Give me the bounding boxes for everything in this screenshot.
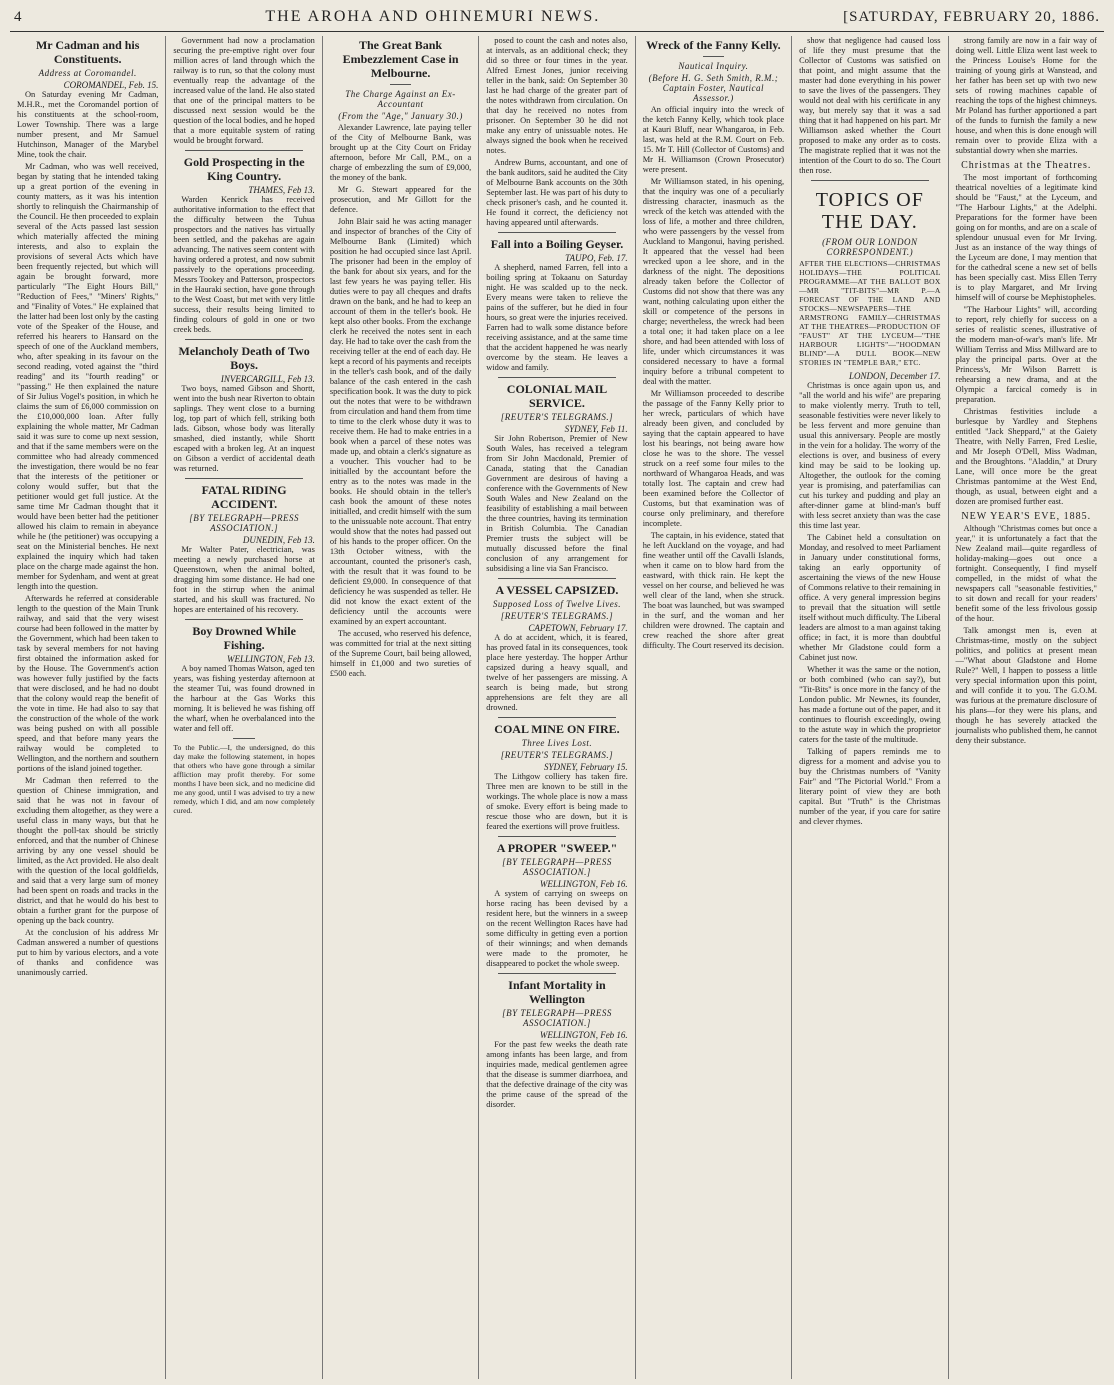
article-paragraph: For the past few weeks the death rate among infants has been large, and from inquiries made, medical gentlemen agree that the disease is summer diarrhoea, and that the defective drainage of the city was the prime cause of the spread of the disorder. — [486, 1040, 628, 1109]
article-paragraph: Christmas festivities include a burlesque by Yardley and Stephens entitled "Jack Sheppard," at the Gaiety Theatre, with Nelly Farren, Fred Leslie, and Mr Joseph O'Dell, Miss Wadman, and the Broughtons. "Aladdin," at Drury Lane, will once more be the great Christmas pantomime at the West End, though, as usual, between eight and a dozen are promised further east. — [955, 407, 1097, 506]
article-paragraph: The captain, in his evidence, stated that he left Auckland on the voyage, and had fine weather until off the Cavalli Islands, when it came on to blow hard from the eastward, with thick rain. He kept the vessel on her course, and believed he was well clear of the land, when she struck. The boat was launched, but was swamped in the surf, and the woman and her children were drowned. The captain and crew reached the shore after great difficulty. The Court reserved its decision. — [642, 531, 785, 650]
article-headline: A PROPER "SWEEP." — [496, 841, 618, 855]
divider — [185, 619, 302, 620]
article-headline: Melancholy Death of Two Boys. — [178, 344, 310, 372]
divider — [185, 339, 302, 340]
column-2 — [166, 36, 322, 1379]
divider — [703, 56, 724, 57]
article-dateline: WELLINGTON, Feb 16. — [539, 1030, 628, 1040]
divider — [498, 973, 615, 974]
article-paragraph: Mr G. Stewart appeared for the prosecution, and Mr Gillott for the defence. — [329, 185, 472, 214]
article-headline: A VESSEL CAPSIZED. — [495, 583, 619, 597]
article-headline: Boy Drowned While Fishing. — [192, 624, 296, 652]
article-source: (From the "Age," January 30.) — [338, 111, 463, 121]
article-dateline: THAMES, Feb 13. — [248, 185, 315, 195]
article-subhead: Supposed Loss of Twelve Lives. — [492, 599, 622, 609]
column-5 — [636, 36, 792, 1379]
advertisement: To the Public.—I, the undersigned, do this day make the following statement, in hopes that others who have gone through a similar affliction may profit thereby. For some months I have been sick, and no medicine did me any good, until I was advised to try a new remedy, which I did, and am now completely cured. — [173, 743, 315, 815]
article-dateline: INVERCARGILL, Feb 13. — [220, 374, 315, 384]
article-paragraph: Mr Williamson stated, in his opening, that the inquiry was one of a peculiarly distressing character, inasmuch as the wreck of the ketch was attended with the loss of life, a mother and three children, who were passengers by the vessel from Auckland to Mangonui, having perished. It appeared that the vessel had been wrecked upon a lee shore, and in the darkness of the night. The depositions already taken before the Collector of Customs did not show that there was any want, nothing calculating upon either the skill or competence of the persons in charge; nevertheless, the wreck had been a total one; it had taken place on a lee shore, and had been attended with loss of life, under which circumstances it was considered necessary to have a formal inquiry before a tribunal competent to deal with the matter. — [642, 177, 785, 386]
article-paragraph: Alexander Lawrence, late paying teller of the City of Melbourne Bank, was brought up at the City Court on Friday afternoon, before Mr Call, P.M., on a charge of embezzling the sum of £9,000, the money of the bank. — [329, 123, 472, 182]
divider — [233, 738, 254, 739]
article-headline: Infant Mortality in Wellington — [508, 978, 606, 1006]
divider — [498, 232, 615, 233]
article-paragraph: A shepherd, named Farren, fell into a boiling spring at Tokaanu on Saturday night. He was scalded up to the neck. Every means were taken to relieve the pains of the sufferer, but he died in four hours, so great were the injuries received. Farren had to walk some distance before receiving assistance, and at the same time that the accident happened he was nearly overcome by the steam. He leaves a widow and family. — [486, 263, 628, 372]
article-paragraph: Mr Cadman then referred to the question of Chinese immigration, and said that he was not in favour of excluding them altogether, as they were a useful class in many ways, but that he thought the poll-tax should be strictly enforced, and that the number of Chinese arriving by any one vessel should be limited, as the Act provided. He also dealt with the question of the local goldfields, and said that a very large sum of money had been spent on roads and tracks in the district, and that he would do his best to obtain a further grant for the purpose of opening up the back country. — [17, 776, 159, 925]
column-1 — [10, 36, 166, 1379]
article-dateline: TAUPO, Feb. 17. — [565, 253, 628, 263]
column-3 — [323, 36, 479, 1379]
article-headline: Gold Prospecting in the King Country. — [183, 155, 305, 183]
divider — [185, 150, 302, 151]
article-headline: The Great Bank Embezzlement Case in Melbourne. — [342, 38, 459, 80]
divider — [498, 717, 615, 718]
article-dateline: WELLINGTON, Feb 16. — [539, 879, 628, 889]
article-source: [REUTER'S TELEGRAMS.] — [500, 412, 614, 422]
article-dateline: SYDNEY, Feb 11. — [564, 424, 628, 434]
column-4 — [479, 36, 635, 1379]
column-7 — [949, 36, 1104, 1379]
article-paragraph: Afterwards he referred at considerable length to the question of the Main Trunk railway, and said that the very wisest course had been followed in the matter by the Government, which had been taken to task by several members for not having first obtained the information asked for by the House. The Government's action was however fully justified by the facts that were disclosed, and he had no doubt that the colony would reap the benefit of the vote in time. He had also to say that the construction of the whole of the work was being pushed on with all possible speed, and that before many years the railway would be completed to Wellington, and the northern and southern portions of the island joined together. — [17, 594, 159, 773]
article-dateline: LONDON, December 17. — [849, 371, 941, 381]
article-source: [BY TELEGRAPH—PRESS ASSOCIATION.] — [502, 1008, 612, 1028]
article-subhead: Address at Coromandel. — [38, 68, 137, 78]
article-subhead: Nautical Inquiry. — [678, 61, 749, 71]
divider — [811, 180, 928, 181]
article-source: [REUTER'S TELEGRAMS.] — [500, 611, 614, 621]
article-headline: COLONIAL MAIL SERVICE. — [506, 382, 608, 410]
article-headline: Mr Cadman and his Constituents. — [35, 38, 140, 66]
issue-date: [SATURDAY, FEBRUARY 20, 1886. — [843, 9, 1100, 25]
article-paragraph: Talking of papers reminds me to digress for a moment and advise you to buy the Christmas numbers of "Vanity Fair" and "The Pictorial World." From a literary point of view they are both capital. But "Truth" is the Christmas number of the year, if you care for satire and clever rhymes. — [799, 747, 941, 826]
article-headline: FATAL RIDING ACCIDENT. — [201, 483, 287, 511]
article-paragraph: posed to count the cash and notes also, at intervals, as an additional check; they did so three or four times in the year. Alfred Ernest Jones, junior receiving teller in the bank, said: On September 30 last he had charge of the greater part of the notes withdrawn from circulation. On that day he received no notes from prisoner. On September 30 he did not make any entry of unissuable notes. He always signed the book when he received notes. — [486, 36, 628, 155]
article-paragraph: The most important of forthcoming theatrical novelties of a legitimate kind should be "Faust," at the Lyceum, and "The Harbour Lights," at the Adelphi. Preparations for the former have been going on for months, and are on a scale of splendour unusual even for Mr Irving. Just as an instance of the way things of the Lyceum are done, I may mention that for the cathedral scene a new set of bells has been specially cast. Miss Ellen Terry is to play Margaret, and Mr Irving himself will of course be Mephistopheles. — [955, 173, 1097, 302]
article-dateline: DUNEDIN, Feb 13. — [242, 535, 315, 545]
article-dateline: COROMANDEL, Feb. 15. — [63, 80, 159, 90]
article-paragraph: Mr Cadman, who was well received, began by stating that he intended taking up a great portion of the evening in county matters, as it was his intention shortly to relinquish the Chairmanship of the Council. He then proceeded to explain several of the Acts passed last session which materially affected the mining interests, and also to explain the provisions of several Acts which have been frequently rejected, but which will again be brought forward, more particularly "The Eight Hours Bill," "Reduction of Fees," "Miners' Rights," and "Finality of Votes." He explained that the latter had been lost only by the casting vote of the Speaker of the House, and referred his hearers to Hansard on the speech of one of the Auckland members, who, after speaking in its favour on the second reading, voted against the "third reading" and its "fourth reading" or "passing." He then explained the nature of Sir Julius Vogel's position, in which he claims the sum of £6,000 commission on the £10,000,000 loan. After fully explaining the whole matter, Mr Cadman said it was sure to come up next session, and that if the same members were on the committee who had already commenced the investigation, there would be no fear that the interests of the petitioner or colony would suffer, but that the petitioner would get full justice. At the same time Mr Cadman thought that it would have been better had the petitioner allowed his claim to remain in abeyance while he (the petitioner) was occupying a seat on the Ministerial benches. He next explained the inquiry which had taken place on the charge made against the hon. member for Sydenham, and went at great length into the question. — [17, 162, 159, 591]
page-number: 4 — [14, 9, 23, 25]
article-paragraph: At the conclusion of his address Mr Cadman answered a number of questions put to him by various electors, and a vote of thanks and confidence was unanimously carried. — [17, 928, 159, 977]
article-paragraph: Mr Williamson proceeded to describe the passage of the Fanny Kelly prior to her wreck, particulars of which have already been given, and concluded by saying that the captain appeared to have lost his bearings, not being aware how close he was to the shore. The vessel struck on a reef some four miles to the northward of Whangaroa Heads, and was totally lost. The captain and crew had been examined before the Collector of Customs, but that examination was of course only preliminary, and therefore incomplete. — [642, 389, 785, 528]
article-paragraph: strong family are now in a fair way of doing well. Little Eliza went last week to the Princess Louise's Home for the training of young girls at Wanstead, and her father has been set up with two new sets of rowing machines capable of reaching the tops of the highest chimneys. Mr Poland has further apportioned a part of the funds to furnish the family a new house, and when this is done enough will remain over to provide Eliza with a substantial dowry when she marries. — [955, 36, 1097, 155]
article-paragraph: An official inquiry into the wreck of the ketch Fanny Kelly, which took place at Kauri Bluff, near Whangaroa, in Feb. last, was held at the R.M. Court on Feb. 15. Mr T. Hill (Collector of Customs) and Mr H. Williamson (Crown Prosecutor) were present. — [642, 105, 785, 174]
article-paragraph: On Saturday evening Mr Cadman, M.H.R., met the Coromandel portion of his constituents at the school-room, Lower Township. There was a large number present, and Mr Samuel Hutchinson, Manager of the Marybel Mine, took the chair. — [17, 90, 159, 159]
article-source: (FROM OUR LONDON CORRESPONDENT.) — [822, 237, 918, 257]
masthead — [10, 8, 1104, 32]
article-dateline: WELLINGTON, Feb 13. — [227, 654, 315, 664]
section-label: Christmas at the Theatres. — [961, 160, 1092, 171]
article-subhead: The Charge Against an Ex-Accountant — [345, 89, 456, 109]
article-source: [REUTER'S TELEGRAMS.] — [500, 750, 614, 760]
article-paragraph: A boy named Thomas Watson, aged ten years, was fishing yesterday afternoon at the steamer Tui, was found drowned in the harbour at the Gas Works this morning. It is believed he was fishing off the wharf, when he overbalanced into the water and fell off. — [173, 664, 315, 733]
columns — [10, 36, 1104, 1379]
article-paragraph: Talk amongst men is, even at Christmas-time, mostly on the subject politics, and politics at present mean—"What about Gladstone and Home Rule?" Well, I happen to possess a little very special information upon this point, and will confide it to you. The G.O.M. was furious at the premature disclosure of his plans—for they were his plans, and though he has severely attacked the journalists who published them, he cannot deny their substance. — [955, 626, 1097, 745]
article-paragraph: Warden Kenrick has received authoritative information to the effect that the difficulty between the Tuhua prospectors and the natives has virtually been settled, and the pakehas are again advancing. The natives seem content with having ordered a protest, and now submit passively to the operations proceeding. Messrs Tookey and Patterson, prospectors in the Hauraki section, have gone through to the West Coast, but met with very little success, their results being limited to finding colours of gold in one or two creek beds. — [173, 195, 315, 334]
divider — [498, 377, 615, 378]
article-paragraph: Although "Christmas comes but once a year," it is unfortunately a fact that the New Zealand mail—quite regardless of holiday-making—goes out once a fortnight. Consequently, I find myself compelled, in the midst of what the newspapers call "seasonable festivities," to sit down and recall for your readers' benefit some of the less frivolous gossip of the hour. — [955, 524, 1097, 623]
article-paragraph: The Lithgow colliery has taken fire. Three men are known to be still in the workings. The whole place is now a mass of smoke. Every effort is being made to rescue those who are down, but it is feared the exertions will prove fruitless. — [486, 772, 628, 831]
divider — [185, 478, 302, 479]
article-paragraph: John Blair said he was acting manager and inspector of branches of the City of Melbourne Bank (Limited) which position he had occupied since last April. The prisoner had been in the employ of the bank for about six years, and for the last few years he was paying teller. His duties were to pay all cheques and drafts drawn on the bank, and he had to keep an account of them in the teller's book. He kept also other books. From the exchange clerk he received the notes sent in each day. He had to take over the cash from the receiving teller at the end of each day. He kept a record of his payments and receipts in the teller's cash book, and of the daily balance of the cash entered in the cash specification book. It was the duty to pick out the notes that were to be withdrawn from circulation and hand them from time to time to the clerk whose duty it was to receive them. He had to make entries in a book when a parcel of these notes was made up, and obtain a clerk's signature as a voucher. This voucher had to be initialled by the accountant before the entry as to the notes was made in the books. He should obtain in the teller's cash book the amount of these notes initialled, and credit himself with the sum to the unissuable note account. That entry would show that the notes had passed out of his hands to the proper officer. On the 13th October witness, with the accountant, counted the prisoner's cash, with the result that it was found to be deficient £9,000. In consequence of that deficiency he was suspended as teller. He did not know the exact extent of the deficiency until the accounts were examined by an expert accountant. — [329, 217, 472, 626]
article-paragraph: Christmas is once again upon us, and "all the world and his wife" are preparing to make violently merry. Truth to tell, seasonable festivities were never likely to be less fervent and more genuine than usual this anniversary. People are mostly in the vein for a holiday. The worry of the elections is over, and business of every kind may be said to be looking up. Altogether, the outlook for the coming year is promising, and paterfamilias can cut his turkey and pudding and play an after-dinner game at blind-man's buff with less secret anxiety than was the case this time last year. — [799, 381, 941, 530]
article-headline: COAL MINE ON FIRE. — [494, 722, 620, 736]
article-paragraph: Government had now a proclamation securing the pre-emptive right over four million acres of land through which the railway is to run, so that the colony must eventually reap the advantage of the increased value of the land. He also stated that one of the principal matters to be discussed next session would be the question of the local bodies, and he hoped that a more equitable system of rating would be brought forward. — [173, 36, 315, 145]
article-paragraph: The Cabinet held a consultation on Monday, and resolved to meet Parliament in January under constitutional forms, taking an early opportunity of ascertaining the views of the new House of Commons relative to their remaining in office. A very general impression begins to prevail that the situation will settle itself without much difficulty. The Liberal leaders are almost to a man against taking office; in fact, it is more than doubtful whether Mr Gladstone could form a Cabinet just now. — [799, 533, 941, 662]
divider — [498, 836, 615, 837]
section-headline: TOPICS OF THE DAY. — [815, 189, 924, 233]
article-paragraph: "The Harbour Lights" will, according to report, rely chiefly for success on a series of realistic scenes, illustrative of the modern man-of-war's man's life. Mr William Terriss and Miss Millward are to play the principal parts. Over at the Princess's, Mr Wilson Barrett is rehearsing a new drama, and at the Olympic a farcical comedy is in preparation. — [955, 305, 1097, 404]
newspaper-title: THE AROHA AND OHINEMURI NEWS. — [265, 8, 601, 25]
section-label: NEW YEAR'S EVE, 1885. — [961, 511, 1092, 522]
article-paragraph: The accused, who reserved his defence, was committed for trial at the next sitting of the Supreme Court, bail being allowed, himself in £1,000 and two sureties of £500 each. — [329, 629, 472, 678]
article-dateline: CAPETOWN, February 17. — [528, 623, 628, 633]
article-paragraph: A system of carrying on sweeps on horse racing has been devised by a resident here, but the winners in a sweep on the recent Wellington Races have had some difficulty in getting even a portion of their winnings; and when demands were made to the promoter, he disappeared to pocket the whole sweep. — [486, 889, 628, 968]
article-headline: Wreck of the Fanny Kelly. — [646, 38, 781, 52]
article-headline: Fall into a Boiling Geyser. — [490, 237, 624, 251]
article-paragraph: Mr Walter Pater, electrician, was meeting a newly purchased horse at Queenstown, when the animal bolted, dragging him some distance. He had one foot in the stirrup when the animal started, and his skull was fractured. No hopes are entertained of his recovery. — [173, 545, 315, 614]
article-dateline: SYDNEY, February 15. — [544, 762, 628, 772]
divider — [390, 84, 411, 85]
article-paragraph: Sir John Robertson, Premier of New South Wales, has received a telegram from Sir John Macdonald, Premier of Canada, stating that the Canadian Government are desirous of having a conference with the Governments of New South Wales and New Zealand on the feasibility of establishing a mail between the three countries, having its termination in British Columbia. The Canadian Premier trusts the subject will be mutually discussed before the final conclusion of any arrangement for subsidising a line via San Francisco. — [486, 434, 628, 573]
article-paragraph: show that negligence had caused loss of life they must presume that the Collector of Customs was satisfied on that point, and might assume that the master had done everything in his power to save the lives of the passengers. They would not deal with his certificate in any way, but merely say that it was a sad thing that it had happened on his part. Mr Williamson asked whether the Court proposed to make any order as to costs. The magistrate replied that it was not the intention of the Court to do so. The Court then rose. — [799, 36, 941, 175]
article-source: [BY TELEGRAPH—PRESS ASSOCIATION.] — [189, 513, 299, 533]
divider — [498, 578, 615, 579]
article-paragraph: A do at accident, which, it is feared, has proved fatal in its consequences, took place here yesterday. The hopper Arthur capsized during a heavy squall, and twelve of her passengers are missing. A search is being made, but strong apprehensions are felt they are all drowned. — [486, 633, 628, 712]
article-summary: AFTER THE ELECTIONS—CHRISTMAS HOLIDAYS—THE POLITICAL PROGRAMME—AT THE BALLOT BOX—MR "TIT-BITS"—MR P.—A FORECAST OF THE LAND AND STOCKS—NEWSPAPERS—THE ARMSTRONG FAMILY—CHRISTMAS AT THE THEATRES—PRODUCTION OF "FAUST" AT THE LYCEUM—"THE HARBOUR LIGHTS"—"HOODMAN BLIND"—A DULL BOOK—NEW STORIES IN "TEMPLE BAR," ETC. — [799, 259, 941, 367]
article-paragraph: Whether it was the same or the notion, or both combined (who can say?), but "Tit-Bits" is once more in the fancy of the London public. Mr Newnes, its founder, has made a fortune out of the paper, and it continues to flourish exceedingly, owing to the astute way in which the proprietor caters for the taste of the multitude. — [799, 665, 941, 744]
article-paragraph: Andrew Burns, accountant, and one of the bank auditors, said he audited the City of Melbourne Bank accounts on the 30th September last. He was part of his duty to check prisoner's cash, and he counted it. He found it correct, the deficiency not having appeared until afterwards. — [486, 158, 628, 227]
article-source: (Before H. G. Seth Smith, R.M.; Captain Foster, Nautical Assessor.) — [648, 73, 779, 103]
article-paragraph: Two boys, named Gibson and Shortt, went into the bush near Riverton to obtain saplings. They went close to a burning log, top part of which fell, striking both lads. Gibson, whose body was literally smashed, died instantly, while Shortt escaped with a broken leg. At an inquest on Gibson a verdict of accidental death was returned. — [173, 384, 315, 473]
article-subhead: Three Lives Lost. — [521, 738, 593, 748]
article-source: [BY TELEGRAPH—PRESS ASSOCIATION.] — [502, 857, 612, 877]
column-6 — [792, 36, 948, 1379]
